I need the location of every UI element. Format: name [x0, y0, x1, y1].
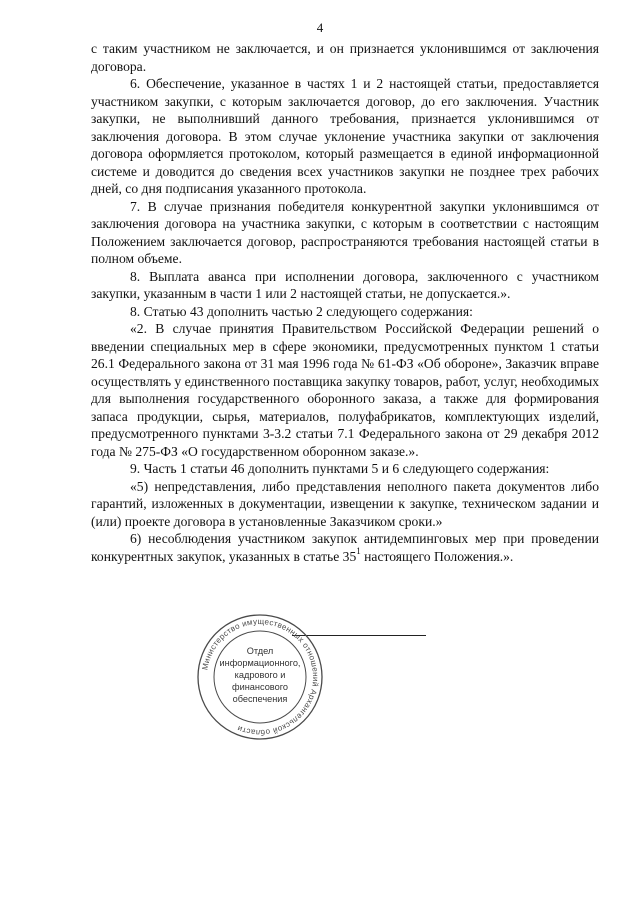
stamp-center-text: [217, 645, 303, 705]
document-body: [91, 40, 599, 565]
point-6-text-end: настоящего Положения.».: [360, 548, 514, 564]
stamp-ring-text: Министерство имущественных отношений Архангельской области: [200, 616, 321, 738]
department-stamp: [195, 612, 325, 742]
paragraph-9: 9. Часть 1 статьи 46 дополнить пунктами 5 и 6 следующего содержания:: [130, 461, 550, 476]
superscript-index: 1: [356, 545, 361, 556]
paragraph-6: 6. Обеспечение, указанное в частях 1 и 2 настоящей статьи, предоставляется участником закупки, с которым заключается договор, до его заключения. Участник закупки, не выполнивший данного требования, признается уклонившимся от заключения договора. В этом случае уклонение участника закупки от заключения договора оформляется протоколом, который размещается в единой информационной системе и доводится до сведения всех участников закупки не позднее трех рабочих дней, со дня подписания указанного протокола.: [91, 76, 599, 196]
page-number: 4: [316, 20, 324, 35]
stamp-line: финансового: [232, 682, 288, 692]
stamp-line: информационного,: [219, 658, 301, 668]
paragraph-point-6: [91, 530, 599, 565]
paragraph-8-advance: 8. Выплата аванса при исполнении договора, заключенного с участником закупки, указанным в части 1 или 2 настоящей статьи, не допускается.».: [91, 268, 599, 301]
paragraph-7: 7. В случае признания победителя конкурентной закупки уклонившимся от заключения договора на участника закупки, с которым в соответствии с настоящим Положением заключается договор, распространяются требования настоящей статьи в полном объеме.: [91, 198, 599, 266]
paragraph-8-article-43: 8. Статью 43 дополнить частью 2 следующего содержания:: [130, 303, 473, 319]
paragraph-article-43-part-2: «2. В случае принятия Правительством Российской Федерации решений о введении специальных мер в сфере экономики, предусмотренных пунктом 1 статьи 26.1 Федерального закона от 31 мая 1996 года № 61-ФЗ «Об обороне», Заказчик вправе осуществлять у единственного поставщика закупку товаров, работ, услуг, необходимых для выполнения государственного оборонного заказа, а также для формирования запаса продукции, сырья, материалов, полуфабрикатов, комплектующих изделий, предусмотренного пунктами 3-3.2 статьи 7.1 Федерального закона от 29 декабря 2012 года № 275-ФЗ «О государственном оборонном заказе.».: [91, 321, 600, 459]
point-6-text: 6) несоблюдения участником закупок антидемпинговых мер при проведении конкурентных закупок, указанных в статье 35: [91, 531, 599, 564]
stamp-line: обеспечения: [232, 694, 288, 704]
paragraph-point-5: «5) непредставления, либо представления неполного пакета документов либо гарантий, изложенных в документации, извещении к закупке, техническом задании и (или) проекте договора в установленные Заказчиком сроки.»: [91, 478, 599, 529]
paragraph-continuation: с таким участником не заключается, и он признается уклонившимся от заключения договора.: [91, 41, 599, 74]
stamp-line: кадрового и: [234, 670, 286, 680]
stamp-line: Отдел: [246, 646, 274, 656]
